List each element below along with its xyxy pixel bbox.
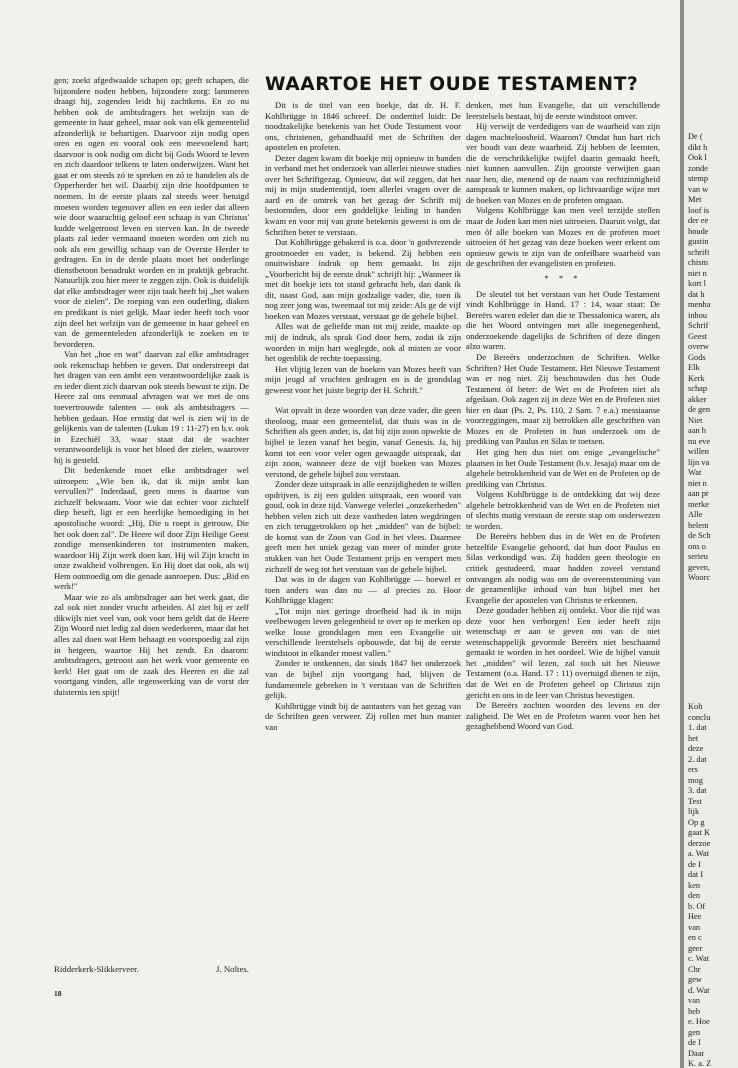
next-page-line: Alle	[688, 510, 703, 519]
next-page-line: derzoe	[688, 838, 711, 848]
next-page-line: geven,	[688, 562, 711, 572]
section-divider-stars: * * *	[544, 272, 582, 283]
paragraph: Alles wat de geliefde man tot mij zeide, maakte op mij de indruk, als sprak God door hem, zodat ik zijn woorden in mijn hart weglegde, ook al misten ze voor het ogenblik de rechte toepassing.	[265, 321, 461, 364]
paragraph: gen; zoekt afgedwaalde schapen op; geeft schapen, die bijzondere noden hebben, bijzondere zorg: lammeren draagt hij, zogenden leidt hij zachtkens. En zo nu hebben ook de ambtsdragers het welzijn van de gemeente in haar geheel, maar ook van elk gemeentelid afzonderlijk te behartigen. Daarvoor zijn nodig open oren en ogen en vooral ook een meevoelend hart; daarvoor is ook nodig om dicht bij Gods Woord te leven en zich daardoor telkens te laten onderwijzen. Want het gaat er om steeds zó te spreken en zó te handelen als de Opperherder het wil. Daarbij zijn drie hoofdpunten te noemen. In de eerste plaats zal steeds weer betuigd moeten worden tegenover allen en een ieder dat alleen wie door waarachtig geloof een schaap is van Christus' kudde welgetroost leven en sterven kan. In de tweede plaats zal ieder vermaand moeten worden om zich nu ook als een gewillig schaap van de Overste Herder te gedragen. En in de derde plaats moet het onderlinge dienstbetoon benadrukt worden en in praktijk gebracht. Natuurlijk zou hier meer te zeggen zijn. Ook is duidelijk dat elke ambtsdrager weer zijn taak heeft bij „het waken voor de zielen". De roeping van een ouderling, diaken en predikant is niet gelijk. Maar ieder heeft toch voor zijn deel het welzijn van de gemeente in haar geheel en van de gemeenteleden afzonderlijk te zoeken en te bevorderen.	[54, 75, 249, 349]
next-page-line: schrift	[688, 247, 710, 257]
next-page-line: houde	[688, 226, 709, 236]
next-page-line: Schrif	[688, 321, 709, 330]
next-page-line: Gods	[688, 352, 706, 362]
paragraph: Zonder te ontkennen, dat sinds 1847 het onderzoek van de bijbel zijn voortgang had, blijven de fundamentele gebreken in 't verstaan van de Schriften gelijk.	[265, 658, 461, 701]
signature-name: J. Noltes.	[216, 964, 249, 974]
next-page-line: overw	[688, 342, 709, 351]
next-page-line: Woorc	[688, 573, 711, 582]
paragraph: Zonder deze uitspraak in alle eenzijdigheden te willen opdrijven, is zij een gulden uitspraak, een woord van goud, ook in deze tijd. Vanwege velerlei „onzekerheden" hebben velen zich uit deze vastheden laten wegdringen en zich teruggetrokken op het „midden" van de bijbel: de komst van de Zoon van God in het vlees. Daarmee geeft men het uniek gezag van meer of minder grote stukken van het Oude Testament prijs en verspert men zichzelf de weg tot het verstaan van de gehele bijbel.	[265, 479, 461, 574]
next-page-line: der ee	[688, 216, 709, 225]
next-page-line: Geest	[688, 331, 708, 341]
next-page-line: De (	[688, 132, 703, 141]
next-page-line: dat I	[688, 870, 704, 879]
next-page-line: schap	[688, 384, 708, 393]
next-page-line: mog	[688, 775, 703, 785]
next-page-line: den	[688, 891, 701, 900]
next-page-line: K. a. Z	[688, 1059, 712, 1068]
next-page-line: van	[688, 996, 701, 1005]
paragraph: De sleutel tot het verstaan van het Oude Testament vindt Kohlbrügge in Hand. 17 : 14, waar staat: De Bereërs waren edeler dan die te Thessalonica waren, als die het Woord ontvingen met alle toegenegenheid, onderzoekende dagelijks de Schriften of deze dingen alzo waren.	[466, 288, 660, 352]
next-page-line: c. Wat	[688, 954, 710, 963]
paragraph: Wat opvalt in deze woorden van deze vader, die geen theoloog, maar een gemeentelid, dat thuis was in de Schriften als geen ander, is, dat hij zijn zoon opwekte de bijbel te lezen vanaf het begin, vanaf Genesis. Ja, hij komt tot een voor veler ogen gewaagde uitspraak, dat zijn zoon, wanneer deze de vijf boeken van Mozes verstond, de gehele bijbel zou verstaan.	[265, 405, 461, 479]
next-page-line: de Sch	[688, 531, 711, 540]
signature-place: Ridderkerk-Slikkerveer.	[54, 964, 139, 974]
quote-paragraph: „Tot mijn niet geringe droefheid had ik in mijn veelbewogen leven gelegenheid te over op te merken op welke losse grondslagen men een Evangelie uit verschillende leerstelsels opbouwde, dat bij de eerste windstoot in elkander moest vallen."	[265, 605, 461, 658]
next-page-line: Elk	[688, 363, 700, 372]
next-page-line: deze	[688, 744, 704, 753]
next-page-line: lijk	[688, 807, 700, 816]
next-page-line: van w	[688, 184, 709, 194]
next-page-line: zonde	[688, 163, 708, 173]
article-signature	[54, 964, 249, 974]
next-page-line: merke	[688, 499, 709, 509]
next-page-line: dikt h	[688, 142, 708, 152]
next-page-line: inhou	[688, 310, 708, 320]
next-page-line: gen	[688, 1027, 701, 1037]
next-page-line: 2. dat	[688, 754, 707, 764]
next-page-line: Test	[688, 796, 702, 806]
paragraph: De Bereërs hebben dus in de Wet en de Profeten hetzelfde Evangelie gehoord, dat hun door Paulus en Silas verkondigd was. Zij hadden geen theologie en critiek gestudeerd, maar hadden zoveel verstand ontvangen als nodig was om de overeenstemming van de gezamenlijke inhoud van hun bijbel met het Evangelie der apostelen van Christus te erkennen.	[466, 531, 660, 605]
next-page-line: de gen	[688, 405, 711, 414]
previous-article-column	[54, 75, 249, 697]
next-page-line: serieu	[688, 552, 708, 561]
next-page-line: willen	[688, 447, 709, 456]
next-page-line: kort l	[688, 279, 706, 288]
next-page-line: gew	[688, 975, 702, 984]
next-page-line: b. Of	[688, 901, 706, 911]
next-page-line: niet n	[688, 268, 707, 278]
next-page-line: d. Wat	[688, 985, 710, 995]
next-page-line: stemp	[688, 174, 709, 183]
paragraph: Maar wie zo als ambtsdrager aan het werk gaat, die zal ook niet zonder vrucht arbeiden. Al ziet hij er zelf dikwijls niet veel van, ook voor hem geldt dat de Heere Zijn Woord niet ledig zal doen wederkeren, maar dat het alles zal doen wat Hem behaagt en voorspoedig zal zijn in hetgeen, waartoe Hij het zendt. En daarom: ambtsdragers, getroost aan het werk voor gemeente en kerk! Het gaat om de zaak des Heeren en die zal voortgang vinden, alle tegenwerking van de vorst der duisternis ten spijt!	[54, 591, 249, 697]
next-page-line: lijn va	[688, 457, 710, 467]
next-page-line: chism	[688, 258, 709, 267]
next-page-line: loof is	[688, 205, 710, 215]
next-page-line: geer	[688, 943, 703, 953]
paragraph: De Bereërs zochten woorden des levens en der zaligheid. De Wet en de Profeten waren voor hen het gezaghebbend Woord van God.	[466, 700, 660, 732]
next-page-line: Daar	[688, 1048, 705, 1058]
paragraph: Dezer dagen kwam dit boekje mij opnieuw in handen in verband met het onderzoek van allerlei nieuwe studies over het Schriftgezag. Opnieuw, dat wil zeggen, dat het mij in mijn studententijd, toen allerlei vragen over de aard en de omtrek van het gezag der Schrift mij bestormden, door een goddelijke leiding in handen kwam en voor mij van grote betekenis geweest is om de Schriften beter te verstaan.	[265, 152, 461, 237]
next-page-line: ons o	[688, 541, 706, 551]
next-page-line: Hee	[688, 912, 702, 921]
next-page-line: de I	[688, 1038, 701, 1047]
next-page-line: de I	[688, 859, 701, 869]
paragraph: Kohlbrügge vindt bij de aantasters van het gezag van de Schriften geen verweer. Zij rollen met hun manier van	[265, 700, 461, 732]
next-page-line: 3. dat	[688, 786, 707, 795]
paragraph: Deze goudader hebben zij ontdekt. Voor die tijd was deze voor hen verborgen! Een ieder heeft zijn wetenschap er aan te geven om van de niet wetenschappelijk gevormde Bereërs niet beschaamd gemaakt te worden in het oordeel. Wie de bijbel vanuit het „midden" wil lezen, zal toch uit het Nieuwe Testament (o.a. Hand. 17 : 11) overtuigd dienen te zijn, dat de Wet en de Profeten geheel op Christus zijn gericht en ons in de leer van Christus bevestigen.	[466, 605, 660, 700]
paragraph: De Bereërs onderzochten de Schriften. Welke Schriften? Het Oude Testament. Het Nieuwe Testament was er nog niet. Zij beschouwden dus het Oude Testament óf beter: de Wet en de Profeten niet als afgedaan. Ook zagen zij in deze Wet en de Profeten niet hier en daar (Ps. 2, Ps. 110, 2 Sam. 7 e.a.) messiaanse voorzeggingen, maar zij betrokken alle geschriften van Mozes en de Profeten in hun onderzoek om de prediking van Paulus en Silas te toetsen.	[466, 352, 660, 447]
next-page-line: a. Wat	[688, 849, 710, 858]
next-page-line: aan h	[688, 426, 706, 435]
article-column-right	[466, 100, 660, 732]
next-page-line: nu eve	[688, 436, 711, 446]
paragraph: Hij verwijt de verdedigers van de waarheid van zijn dagen machteloosheid. Waarom? Omdat hun hart rich ver houdt van deze waarheid. Zij hebben de leemten, die de verschrikkelijke twijfel daarin gemaakt heeft, niet kunnen aanvullen. Zijn grootste verwijten gaan naar hen, die, menend op de naam van rechtzinnigheid aanspraak te kunnen maken, op lichtvaardige wijze met de boeken van Mozes en de profeten omgaan.	[466, 121, 660, 205]
next-page-line: ers	[688, 765, 698, 774]
next-page-line: 1. dat	[688, 723, 707, 732]
next-page-line: Kerk	[688, 373, 705, 383]
next-page-line: gaat K	[688, 828, 711, 837]
paragraph: denken, met hun Evangelie, dat uit verschillende leerstelsels bestaat, bij de eerste windstoot omver.	[466, 100, 660, 121]
article-column-left	[265, 100, 461, 732]
article-headline: WAARTOE HET OUDE TESTAMENT?	[265, 74, 639, 95]
next-page-line: Met	[688, 195, 702, 204]
next-page-line: ken	[688, 880, 701, 890]
paragraph: Volgens Kohlbrügge kan men veel terzijde stellen maar de Joden kan men niet uitroeien. Daaruit volgt, dat men óf alle boeken van Mozes en de profeten moet uitroeien óf het gezag van deze boeken weer erkent om opnieuw gewis te zijn van de onfeilbare waarheid van de geschriften der evangelisten en profeten.	[466, 205, 660, 269]
next-page-line: conclu	[688, 712, 711, 722]
next-page-line: Niet	[688, 415, 703, 425]
next-page-text-bottom	[684, 702, 711, 1068]
paragraph: Volgens Kohlbrügge is de ontdekking dat wij deze algehele betrokkenheid van de Wet en de Profeten niet of slechts matig verstaan de eerste stap om onderwezen te worden.	[466, 489, 660, 531]
next-page-line: menha	[688, 300, 711, 309]
next-page-line: dat h	[688, 289, 705, 299]
next-page-text-top	[684, 132, 711, 584]
paragraph: Dit bedenkende moet elke ambtsdrager wel uitroepen: „Wie ben ik, dat ik mijn ambt kan vervullen?" Inderdaad, geen mens is daartoe van zichzelf bekwaam. Voor wie dat echter voor zichzelf diep beseft, ligt er een heerlijke bemoediging in het apostolische woord: „Hij, Die u roept is getrouw, Die het ook doen zal". De Heere wil door Zijn Heilige Geest zondige mensenkinderen tot instrumenten maken, waardoor Hij Zijn werk doen kan. Hij wil Zijn kracht in onze zwakheid volbrengen. En Hij doet dat ook, als wij Hem ootmoedig om die genade aanroepen. Dus: „Bid en werk!"	[54, 465, 249, 592]
next-page-line: het	[688, 733, 699, 743]
paragraph: Het ging hen dus niet om enige „evangelische" plaatsen in het Oude Testament (b.v. Jesaja) maar om de algehele betrokkenheid van de Wet en de Profeten op de prediking van Christus.	[466, 446, 660, 489]
next-page-edge	[684, 0, 738, 1068]
paragraph: Dit is de titel van een boekje, dat dr. H. F. Kohlbrügge in 1846 schreef. De ondertitel luidt: De noodzakelijke betekenis van het Oude Testament voor ons, christenen, gehandhaafd met de Schriften der apostelen en profeten.	[265, 100, 461, 153]
next-page-line: Wat	[688, 468, 702, 477]
next-page-line: akker	[688, 394, 707, 404]
next-page-line: Op g	[688, 817, 705, 827]
next-page-line: Chr	[688, 964, 701, 974]
next-page-line: niet n	[688, 478, 707, 488]
paragraph: Het vlijtig lezen van de boeken van Mozes heeft van mijn jeugd af vruchten gedragen en is de grondslag geweest voor het juiste begrip der H. Schrift."	[265, 363, 461, 395]
next-page-line: heb	[688, 1006, 701, 1016]
next-page-line: e. Hoe	[688, 1017, 710, 1026]
next-page-line: gustin	[688, 237, 709, 246]
next-page-line: helem	[688, 520, 709, 530]
next-page-line: en c	[688, 933, 702, 942]
paragraph: Dat Kohlbrügge gebakerd is o.a. door 'n godvrezende grootmoeder en vader, is bekend. Zij hebben een onuitwisbare indruk op hem gemaakt. In zijn „Voorbericht bij de eerste druk" schrijft hij: „Wanneer ik met dit boekje iets tot stand gebracht heb, dan dank ik dit, naast God, aan mijn godzalige vader, die, toen ik nog zeer jong was, tweemaal tot mij zeide: Als ge de vijf boeken van Mozes verstaat, verstaat ge de gehele bijbel.	[265, 237, 461, 321]
page-number: 18	[54, 989, 62, 998]
next-page-line: Ook l	[688, 153, 707, 162]
next-page-line: Koh	[688, 702, 703, 711]
paragraph: Dat was in de dagen van Kohlbrügge — hoewel er toen anders was dan nu — al precies zo. Hoor Kohlbrügge klagen:	[265, 574, 461, 606]
paragraph: Van het „hoe en wat" daarvan zal elke ambtsdrager ook rekenschap hebben te geven. Dat onderstreept dat het dragen van een ambt een verantwoordelijke zaak is en ieder dient zich daarvan ook steeds bewust te zijn. De Heere zal ons eenmaal afvragen wat we met de ons toevertrouwde talenten — ook als ambtsdragers — hebben gedaan. Hoe ernstig dat wel is zien wij in de gelijkenis van de talenten (Lukas 19 : 11-27) en b.v. ook in Ezechiël 33, waar staat dat de wachter verantwoordelijk is voor het bloed der zielen, waarover hij is gesteld.	[54, 349, 249, 465]
next-page-line: aan pr	[688, 489, 709, 498]
next-page-line: van	[688, 922, 701, 932]
